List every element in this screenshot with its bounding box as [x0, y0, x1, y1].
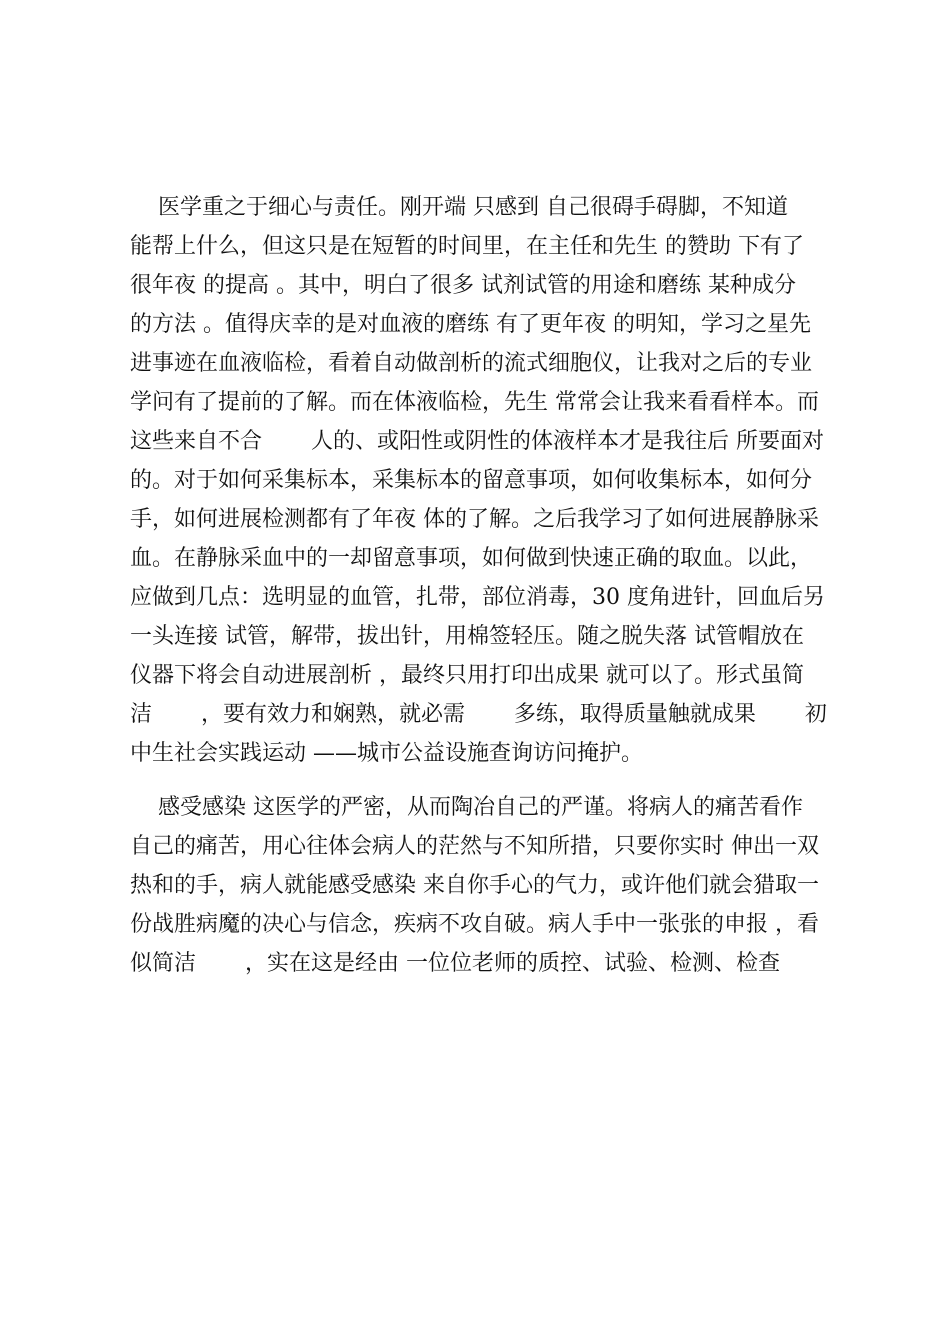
- text-line: 份战胜病魔的决心与信念，疾病不攻自破。病人手中一张张的申报 ，看: [130, 912, 819, 937]
- text-line: 热和的手，病人就能感受感染 来自你手心的气力，或许他们就会猎取一: [130, 873, 819, 898]
- text-line: 的方法 。值得庆幸的是对血液的磨练 有了更年夜 的明知，学习之星先: [130, 312, 811, 337]
- text-line: 血。在静脉采血中的一却留意事项，如何做到快速正确的取血。以此，: [130, 546, 813, 571]
- text-line: 感受感染 这医学的严密，从而陶冶自己的严谨。将病人的痛苦看作: [130, 795, 803, 820]
- text-line: 这些来自不合 人的、或阳性或阴性的体液样本才是我往后 所要面对: [130, 429, 824, 454]
- text-line: 很年夜 的提高 。其中，明白了很多 试剂试管的用途和磨练 某种成分: [130, 273, 796, 298]
- paragraph-gap: [130, 773, 830, 788]
- text-line: 的。对于如何采集标本，采集标本的留意事项，如何收集标本，如何分: [130, 468, 813, 493]
- body-text: [130, 188, 830, 983]
- paragraph: [130, 788, 830, 983]
- text-line: 仪器下将会自动进展剖析 ，最终只用打印出成果 就可以了。形式虽简: [130, 663, 804, 688]
- text-line: 学问有了提前的了解。而在体液临检，先生 常常会让我来看看样本。而: [130, 390, 819, 415]
- text-line: 手，如何进展检测都有了年夜 体的了解。之后我学习了如何进展静脉采: [130, 507, 819, 532]
- text-line: 一头连接 试管，解带，拔出针，用棉签轻压。随之脱失落 试管帽放在: [130, 624, 804, 649]
- text-line: 似简洁 ，实在这是经由 一位位老师的质控、试验、检测、检查: [130, 951, 780, 976]
- text-line: 中生社会实践运动 ——城市公益设施查询访问掩护。: [130, 741, 643, 766]
- text-line: 能帮上什么，但这只是在短暂的时间里，在主任和先生 的赞助 下有了: [130, 234, 804, 259]
- text-line: 医学重之于细心与责任。刚开端 只感到 自己很碍手碍脚，不知道: [130, 195, 788, 220]
- text-line: 应做到几点：选明显的血管，扎带，部位消毒，30 度角进针，回血后另: [130, 585, 825, 610]
- text-line: 进事迹在血液临检，看着自动做剖析的流式细胞仪，让我对之后的专业: [130, 351, 813, 376]
- text-line: 自己的痛苦，用心往体会病人的茫然与不知所措，只要你实时 伸出一双: [130, 834, 819, 859]
- text-line: 洁 ，要有效力和娴熟，就必需 多练，取得质量触就成果 初: [130, 702, 827, 727]
- paragraph: [130, 188, 830, 773]
